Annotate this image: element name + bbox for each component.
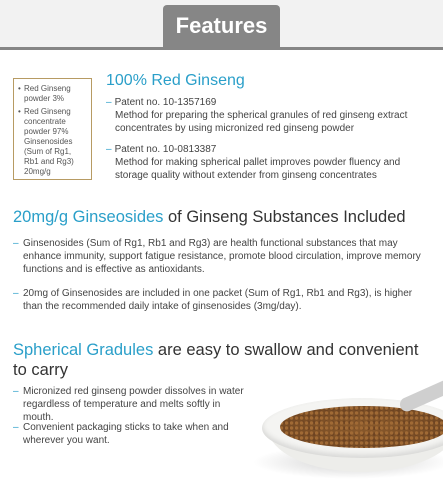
section1-title: 100% Red Ginseng bbox=[106, 72, 245, 89]
bullet-text: 20mg of Ginsenosides are included in one packet (Sum of Rg1, Rb1 and Rg3), is higher than the recommended daily intake of ginsenosides (3mg/day). bbox=[23, 288, 413, 312]
list-item bbox=[13, 421, 253, 447]
ingredient-box bbox=[13, 78, 92, 180]
dash-marker: – bbox=[13, 238, 19, 249]
ingredient-item: • Red Ginseng powder 3% bbox=[18, 84, 87, 104]
section2-title-rest: of Ginseng Substances Included bbox=[163, 208, 406, 226]
list-item bbox=[13, 287, 433, 313]
bullet-text: Micronized red ginseng powder dissolves in water regardless of temperature and melts softly in mouth. bbox=[23, 386, 244, 423]
bullet-text: Ginsenosides (Sum of Rg1, Rb1 and Rg3) are health functional substances that may enhance immunity, support fatigue resistance, promote blood circulation, improve memory functions and is effective as antioxidants. bbox=[23, 238, 421, 275]
dash-marker: – bbox=[13, 386, 19, 397]
bullet-text: Convenient packaging sticks to take when and wherever you want. bbox=[23, 422, 229, 446]
list-item bbox=[13, 237, 433, 276]
features-tab: Features bbox=[163, 5, 280, 47]
list-item bbox=[13, 385, 253, 424]
section2-title-highlight: 20mg/g Ginseosides bbox=[13, 208, 164, 226]
section3-title-rest: are easy to swallow and convenient to carry bbox=[13, 341, 419, 379]
dash-marker: – bbox=[13, 288, 19, 299]
dash-marker: – bbox=[106, 97, 112, 108]
patent-item bbox=[106, 143, 431, 182]
ingredient-item: • Red Ginseng concentrate powder 97% Ginsenosides (Sum of Rg1, Rb1 and Rg3) 20mg/g bbox=[18, 107, 87, 177]
patent-description: Method for preparing the spherical granules of red ginseng extract concentrates by using micronized red ginseng powder bbox=[115, 110, 408, 134]
section3-title-highlight: Spherical Gradules bbox=[13, 341, 154, 359]
patent-description: Method for making spherical pallet improves powder fluency and storage quality without extender from ginseng concentrates bbox=[115, 157, 401, 181]
section3-title bbox=[13, 340, 433, 380]
ginseng-granules-image bbox=[280, 406, 443, 448]
patent-item bbox=[106, 96, 431, 135]
section2-title bbox=[13, 208, 406, 227]
dash-marker: – bbox=[106, 144, 112, 155]
patent-number: Patent no. 10-0813387 bbox=[114, 144, 217, 155]
patent-number: Patent no. 10-1357169 bbox=[114, 97, 217, 108]
dash-marker: – bbox=[13, 422, 19, 433]
header-divider bbox=[0, 47, 443, 50]
